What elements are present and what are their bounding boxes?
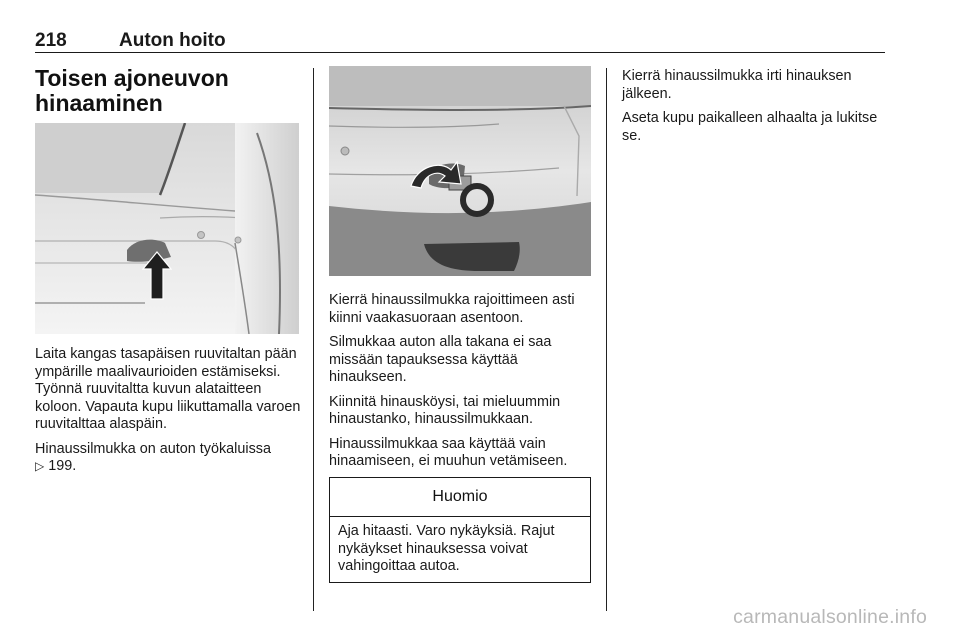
left-column-text (35, 346, 305, 483)
section-title-line1: Toisen ajoneuvon (35, 65, 229, 91)
paragraph-only-towing: Hinaussilmukkaa saa käyttää vain hinaamiseen, ei muuhun vetämiseen. (329, 435, 568, 469)
column-divider-1 (313, 68, 314, 611)
notice-box (329, 477, 591, 583)
left-column (35, 66, 305, 116)
watermark-logo: carmanualsonline.info (733, 606, 927, 628)
middle-column-text (329, 292, 595, 478)
paragraph-tool-kit (35, 441, 305, 476)
page-number: 218 (35, 30, 67, 51)
paragraph-do-not-use: Silmukkaa auton alla takana ei saa missään tapauksessa käyttää hinaukseen. (329, 334, 552, 385)
column-divider-2 (606, 68, 607, 611)
right-column-text (622, 68, 887, 152)
paragraph-reattach-cover: Aseta kupu paikalleen alhaalta ja lukitse se. (622, 110, 878, 144)
paragraph-unscrew: Kierrä hinaussilmukka irti hinauksen jälkeen. (622, 68, 852, 102)
paragraph-screw-in: Kierrä hinaussilmukka rajoittimeen asti kiinni vaakasuoraan asentoon. (329, 292, 575, 326)
section-title (35, 66, 305, 116)
section-title-line2: hinaaminen (35, 90, 163, 116)
notice-title: Huomio (330, 478, 590, 517)
chapter-title: Auton hoito (119, 30, 226, 51)
figure-rear-bumper-cover (35, 123, 299, 334)
notice-text: Aja hitaasti. Varo nykäyksiä. Rajut nykäykset hinauksessa voivat vahingoittaa autoa. (338, 523, 555, 574)
tool-kit-text: Hinaussilmukka on auton työkaluissa (35, 440, 271, 457)
arrow-right-icon: ▷ (35, 459, 45, 473)
paragraph-screwdriver: Laita kangas tasapäisen ruuvitaltan pään ympärille maalivaurioiden estämiseksi. Työnnä ruuvitaltta kuvun alataitteen koloon. Vapauta kupu liikuttamalla varoen ruuvitalttaa alaspäin. (35, 346, 301, 432)
page-header (35, 30, 885, 53)
figure-towing-eye (329, 66, 591, 276)
tool-kit-page-ref[interactable]: 199. (48, 458, 77, 474)
paragraph-attach-rope: Kiinnitä hinausköysi, tai mieluummin hinaustanko, hinaussilmukkaan. (329, 393, 561, 427)
